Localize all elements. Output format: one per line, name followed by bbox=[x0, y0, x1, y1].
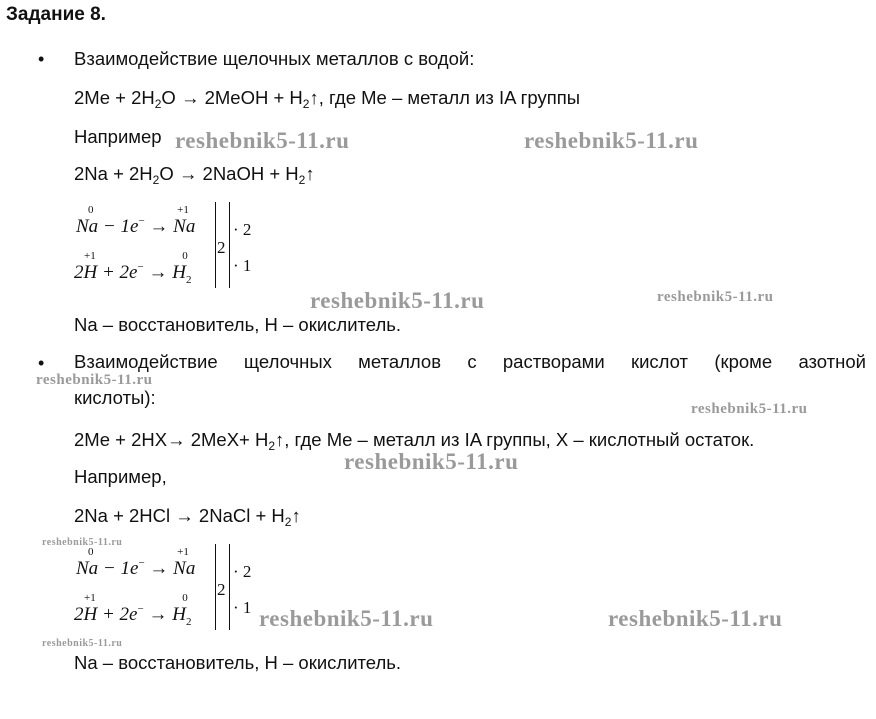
section1-general-equation: $2Me + 2H_2O$ → 2MeOH + $H_2↑$, где Me – металл из IA группы bbox=[74, 87, 581, 111]
balance-multiplier-1: · 2 bbox=[233, 220, 252, 239]
section1-heading: Взаимодействие щелочных металлов с водой: bbox=[74, 48, 475, 69]
watermark: reshebnik5-11.ru bbox=[42, 537, 123, 548]
electron-balance-1 bbox=[74, 200, 274, 290]
section2-example-equation: 2Na + 2HCl → 2NaCl + $H_2↑$ bbox=[74, 505, 301, 529]
watermark: reshebnik5-11.ru bbox=[36, 372, 153, 388]
bullet-1: • bbox=[38, 49, 45, 69]
watermark: reshebnik5-11.ru bbox=[344, 449, 519, 474]
task-title: Задание 8. bbox=[6, 4, 106, 25]
balance-lcm: 2 bbox=[217, 238, 226, 257]
watermark: reshebnik5-11.ru bbox=[259, 606, 434, 631]
section2-heading-line2: кислоты): bbox=[74, 387, 156, 408]
balance-divider-right bbox=[229, 202, 230, 288]
watermark: reshebnik5-11.ru bbox=[175, 128, 350, 153]
section2-heading-line1: Взаимодействие щелочных металлов с растворами кислот (кроме азотной bbox=[74, 351, 866, 372]
half-reaction-reduction-2: +1 2H + 2e− → 0 $H_2$ bbox=[74, 592, 192, 628]
balance-multiplier-1b: · 2 bbox=[233, 562, 252, 581]
watermark: reshebnik5-11.ru bbox=[310, 288, 485, 313]
balance-lcm-2: 2 bbox=[217, 580, 226, 599]
section2-general-equation: $2Me + 2HX\to 2MeX+ H_2↑$, где Me – металл из IA группы, X – кислотный остаток. bbox=[74, 429, 755, 453]
bullet-2: • bbox=[38, 353, 45, 373]
watermark: reshebnik5-11.ru bbox=[657, 289, 774, 305]
section2-example-label: Например, bbox=[74, 466, 167, 487]
section1-conclusion: Na – восстановитель, H – окислитель. bbox=[74, 314, 402, 335]
half-reaction-oxidation: 0 Na − 1e− → +1 Na bbox=[76, 204, 196, 237]
section1-example-label: Например bbox=[74, 126, 162, 147]
section1-example-equation: $2Na + 2H_2O$ → 2NaOH + $H_2↑$ bbox=[74, 163, 315, 187]
watermark: reshebnik5-11.ru bbox=[524, 128, 699, 153]
watermark: reshebnik5-11.ru bbox=[691, 401, 808, 417]
electron-balance-2 bbox=[74, 542, 274, 632]
watermark: reshebnik5-11.ru bbox=[608, 606, 783, 631]
balance-multiplier-2: · 1 bbox=[233, 256, 252, 275]
watermark: reshebnik5-11.ru bbox=[42, 638, 123, 649]
balance-divider-left bbox=[215, 202, 216, 288]
half-reaction-reduction: +1 2H + 2e− → 0 $H_2$ bbox=[74, 250, 192, 286]
balance-divider-right-2 bbox=[229, 544, 230, 630]
section2-conclusion: Na – восстановитель, H – окислитель. bbox=[74, 652, 402, 673]
half-reaction-oxidation-2: 0 Na − 1e− → +1 Na bbox=[76, 546, 196, 579]
balance-multiplier-2b: · 1 bbox=[233, 598, 252, 617]
balance-divider-left-2 bbox=[215, 544, 216, 630]
